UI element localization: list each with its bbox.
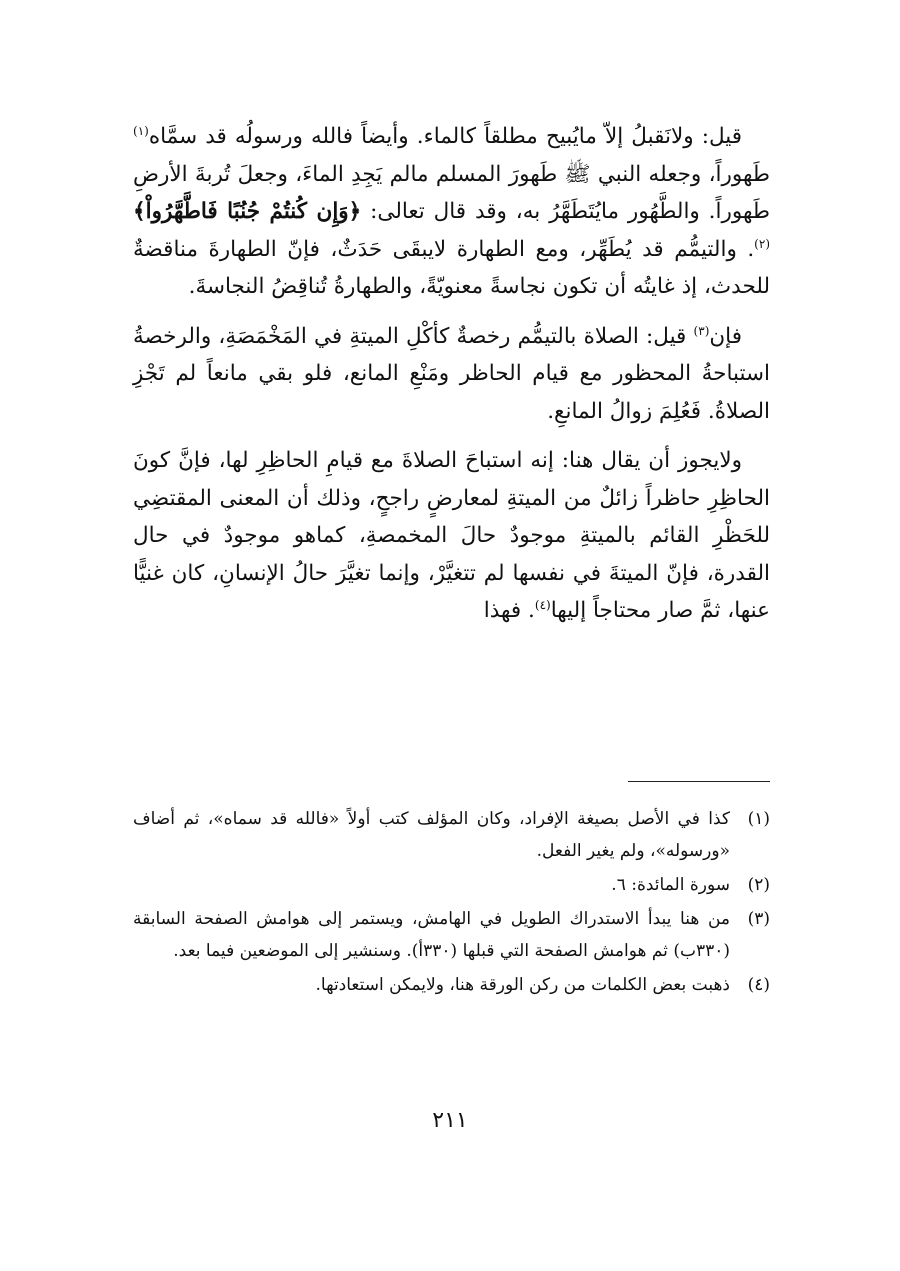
footnote [133,969,770,1001]
footnote-separator [628,781,770,782]
footnote [133,869,770,901]
page-number: ٢١١ [432,1108,468,1133]
paragraph [133,442,770,630]
text-segment: قيل: الصلاة بالتيمُّم رخصةٌ كأكْلِ الميتةِ في المَخْمَصَةِ، والرخصةُ استباحةُ المحظور مع قيام الحاظر ومَنْعِ المانع، فلو بقي مانعاً لم تَجْزِ الصلاةُ. فَعُلِمَ زوالُ المانعِ. [133,323,770,424]
footnote-number: (١) [747,809,770,829]
main-text [133,118,770,642]
text-segment: قيل: ولانَقبلُ إلاّ مايُبيح مطلقاً كالماء. وأيضاً فالله ورسولُه قد سمَّاه [148,124,742,149]
footnote-ref: (٣) [693,323,710,338]
quran-quote: ﴿وَإِن كُنتُمْ جُنُبًا فَاطَّهَّرُواْ﴾ [133,199,362,224]
footnote-number: (٣) [747,909,770,929]
footnote [133,903,770,967]
text-segment: ولايجوز أن يقال هنا: إنه استباحَ الصلاةَ مع قيامِ الحاظِرِ لها، فإنَّ كونَ الحاظِرِ حاظراً زائلٌ من الميتةِ لمعارضٍ راجحٍ، وذلك أن المعنى المقتضِي للحَظْرِ القائم بالميتةِ موجودٌ حالَ المخمصةِ، كماهو موجودٌ في حال القدرة، فإنّ الميتةَ في نفسها لم تتغيَّرْ، وإنما تغيَّرَ حالُ الإنسانِ، كان غنيًّا عنها، ثمَّ صار محتاجاً إليها [133,448,770,623]
footnote-text: ذهبت بعض الكلمات من ركن الورقة هنا، ولايمكن استعادتها. [315,975,730,995]
text-segment: . فهذا [483,598,535,623]
footnote-number: (٤) [747,975,770,995]
footnote-number: (٢) [747,875,770,895]
footnote-text: من هنا يبدأ الاستدراك الطويل في الهامش، ويستمر إلى هوامش الصفحة السابقة (٣٣٠ب) ثم هوامش الصفحة التي قبلها (٣٣٠أ). وسنشير إلى الموضعين فيما بعد. [133,909,730,961]
text-segment: فإن [709,323,742,349]
paragraph [133,318,770,431]
footnotes [133,803,770,1003]
footnote [133,803,770,867]
footnote-ref: (١) [133,123,149,138]
text-segment: . والتيمُّم قد يُطَهِّر، ومع الطهارة لايبقَى حَدَثٌ، فإنّ الطهارةَ مناقضةٌ للحدث، إذ غايتُه أن تكون نجاسةً معنويّةً، والطهارةُ تُناقِضُ النجاسةَ. [133,236,770,299]
footnote-text: سورة المائدة: ٦. [611,875,730,895]
text-segment: طَهوراً، وجعله النبي ﷺ طَهورَ المسلم مالم يَجِدِ الماءَ، وجعلَ تُربةَ الأرضِ طَهوراً. والطَّهُور مايُتَطَهَّرُ به، وقد قال تعالى: [133,161,770,224]
footnote-ref: (٢) [754,236,770,251]
footnote-ref: (٤) [534,597,551,612]
footnote-text: كذا في الأصل بصيغة الإفراد، وكان المؤلف كتب أولاً «فالله قد سماه»، ثم أضاف «ورسوله»، ولم يغير الفعل. [133,809,730,861]
paragraph [133,118,770,306]
